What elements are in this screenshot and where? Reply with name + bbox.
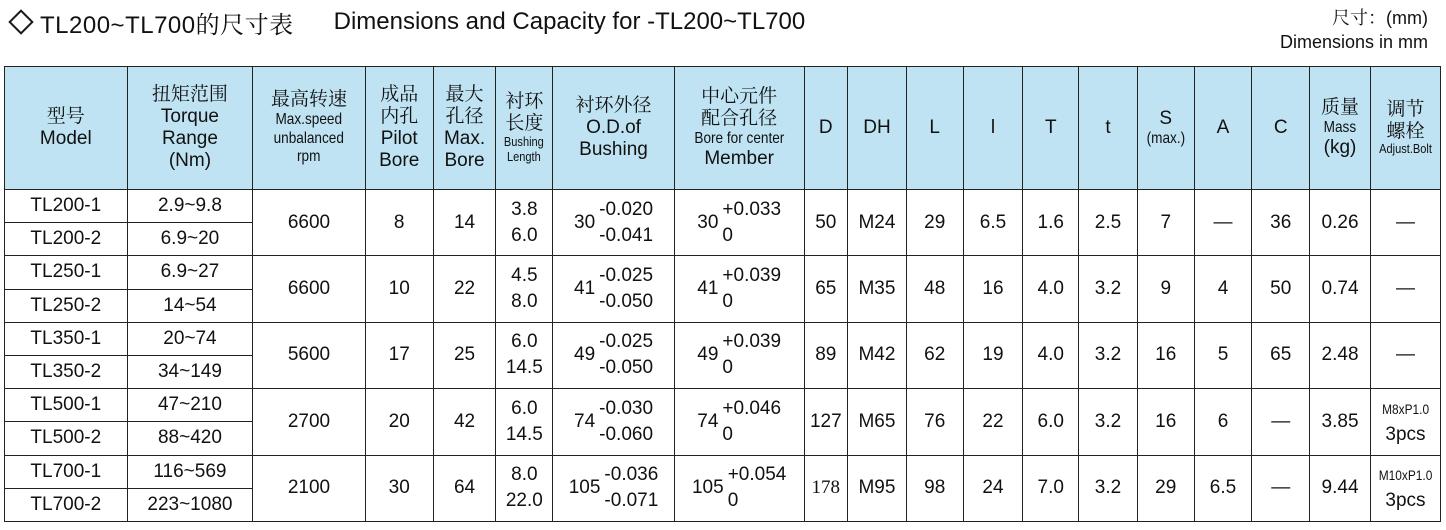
- bushing-length-values: [496, 462, 552, 514]
- od-bushing-cell: [553, 256, 675, 322]
- torque-cell: 6.9~20: [127, 223, 253, 256]
- header-mass: 质量 Mass (kg): [1310, 67, 1371, 190]
- speed-cell: 2100: [253, 455, 365, 522]
- header-pilot-bore: 成品 内孔 Pilot Bore: [365, 67, 433, 190]
- center-bore-cell-tolerance: [722, 263, 781, 315]
- header-S: S (max.): [1137, 67, 1194, 190]
- pilot-bore-cell: 17: [365, 322, 433, 388]
- torque-cell: 2.9~9.8: [127, 190, 253, 223]
- D-cell: 127: [804, 389, 848, 455]
- model-cell: TL200-2: [5, 223, 128, 256]
- od-bushing-cell-value: [574, 197, 653, 249]
- adjust-bolt-line: M10xP1.0: [1378, 467, 1433, 484]
- center-bore-cell-tolerance: [722, 329, 781, 381]
- adjust-bolt-cell: [1370, 190, 1440, 256]
- center-bore-cell-value: [697, 197, 781, 249]
- DH-cell: M65: [848, 389, 907, 455]
- od-bushing-cell-lower: -0.050: [599, 357, 654, 379]
- bushing-length-2: 14.5: [505, 357, 543, 379]
- model-cell: TL350-1: [5, 322, 128, 355]
- adjust-bolt-values: [1371, 276, 1440, 302]
- od-bushing-cell-base: 74: [574, 410, 596, 432]
- od-bushing-cell-base: 49: [574, 344, 596, 366]
- speed-cell: 6600: [253, 256, 365, 322]
- center-bore-cell-lower: 0: [722, 357, 733, 379]
- bushing-length-values: [496, 329, 552, 381]
- torque-cell: 20~74: [127, 322, 253, 355]
- center-bore-cell-lower: 0: [722, 291, 733, 313]
- od-bushing-cell-tolerance: [599, 263, 653, 315]
- A-cell: 5: [1194, 322, 1252, 388]
- od-bushing-cell-lower: -0.050: [599, 291, 654, 313]
- t-cell: 2.5: [1079, 190, 1138, 256]
- center-bore-cell: [674, 322, 804, 388]
- center-bore-cell: [674, 190, 804, 256]
- pilot-bore-cell: 10: [365, 256, 433, 322]
- header-T: T: [1023, 67, 1079, 190]
- t-cell: 3.2: [1079, 389, 1138, 455]
- bushing-length-1: 6.0: [511, 331, 538, 353]
- pilot-bore-cell: 30: [365, 455, 433, 522]
- od-bushing-cell-tolerance: [599, 329, 653, 381]
- A-cell: 6: [1194, 389, 1252, 455]
- l-cell: 6.5: [963, 190, 1023, 256]
- center-bore-cell-value: [697, 329, 781, 381]
- center-bore-cell-tolerance: [722, 396, 781, 448]
- D-cell: 178: [804, 455, 848, 522]
- A-cell: 4: [1194, 256, 1252, 322]
- center-bore-cell: [674, 256, 804, 322]
- C-cell: 65: [1252, 322, 1310, 388]
- center-bore-cell-lower: 0: [722, 224, 733, 246]
- bushing-length-values: [496, 197, 552, 249]
- header-model: 型号 Model: [5, 67, 128, 190]
- bushing-length-1: 3.8: [511, 198, 538, 220]
- adjust-bolt-cell: [1370, 389, 1440, 455]
- bushing-length-cell: [496, 389, 553, 455]
- center-bore-cell-base: 41: [697, 278, 719, 300]
- l-cell: 16: [963, 256, 1023, 322]
- header-D: D: [804, 67, 848, 190]
- od-bushing-cell-upper: -0.025: [599, 331, 654, 353]
- L-cell: 76: [906, 389, 963, 455]
- adjust-bolt-values: [1371, 396, 1440, 448]
- units-english: Dimensions in mm: [1279, 32, 1428, 52]
- center-bore-cell: [674, 389, 804, 455]
- l-cell: 22: [963, 389, 1023, 455]
- torque-cell: 116~569: [127, 455, 253, 488]
- adjust-bolt-cell: [1370, 322, 1440, 388]
- C-cell: 36: [1252, 190, 1310, 256]
- adjust-bolt-values: [1371, 342, 1440, 368]
- od-bushing-cell: [553, 190, 675, 256]
- L-cell: 98: [906, 455, 963, 522]
- diamond-icon: [8, 9, 33, 34]
- t-cell: 3.2: [1079, 322, 1138, 388]
- od-bushing-cell: [553, 455, 675, 522]
- od-bushing-cell-upper: -0.020: [599, 198, 654, 220]
- center-bore-cell-base: 74: [697, 410, 719, 432]
- bushing-length-2: 6.0: [511, 224, 538, 246]
- center-bore-cell-value: [697, 263, 781, 315]
- l-cell: 24: [963, 455, 1023, 522]
- center-bore-cell-base: 105: [691, 477, 724, 499]
- mass-cell: 2.48: [1310, 322, 1371, 388]
- header-torque: 扭矩范围 Torque Range (Nm): [127, 67, 253, 190]
- DH-cell: M95: [848, 455, 907, 522]
- model-cell: TL200-1: [5, 190, 128, 223]
- od-bushing-cell-base: 30: [574, 211, 596, 233]
- header-center-bore: 中心元件 配合孔径 Bore for center Member: [674, 67, 804, 190]
- center-bore-cell-upper: +0.039: [722, 265, 782, 287]
- T-cell: 7.0: [1023, 455, 1079, 522]
- center-bore-cell-base: 49: [697, 344, 719, 366]
- od-bushing-cell-tolerance: [599, 396, 653, 448]
- max-bore-cell: 14: [433, 190, 496, 256]
- bushing-length-2: 22.0: [505, 490, 543, 512]
- header-A: A: [1194, 67, 1252, 190]
- S-cell: 16: [1137, 322, 1194, 388]
- header-speed: 最高转速 Max.speed unbalanced rpm: [253, 67, 365, 190]
- S-cell: 9: [1137, 256, 1194, 322]
- mass-cell: 0.74: [1310, 256, 1371, 322]
- mass-cell: 9.44: [1310, 455, 1371, 522]
- od-bushing-cell: [553, 322, 675, 388]
- bushing-length-cell: [496, 190, 553, 256]
- t-cell: 3.2: [1079, 455, 1138, 522]
- max-bore-cell: 22: [433, 256, 496, 322]
- T-cell: 4.0: [1023, 256, 1079, 322]
- od-bushing-cell-value: [574, 329, 653, 381]
- od-bushing-cell-tolerance: [599, 197, 653, 249]
- header-DH: DH: [848, 67, 907, 190]
- adjust-bolt-cell: [1370, 455, 1440, 522]
- S-cell: 7: [1137, 190, 1194, 256]
- L-cell: 29: [906, 190, 963, 256]
- max-bore-cell: 42: [433, 389, 496, 455]
- header-row: [5, 67, 1441, 190]
- adjust-bolt-cell: [1370, 256, 1440, 322]
- od-bushing-cell-upper: -0.036: [604, 464, 659, 486]
- model-cell: TL500-2: [5, 422, 128, 455]
- max-bore-cell: 64: [433, 455, 496, 522]
- pilot-bore-cell: 20: [365, 389, 433, 455]
- od-bushing-cell-value: [574, 263, 653, 315]
- center-bore-cell-upper: +0.033: [722, 198, 782, 220]
- model-cell: TL700-1: [5, 455, 128, 488]
- adjust-bolt-line: M8xP1.0: [1381, 400, 1429, 417]
- dimensions-table: [4, 66, 1441, 522]
- units-chinese: 尺寸：(mm): [1332, 8, 1428, 28]
- L-cell: 48: [906, 256, 963, 322]
- C-cell: —: [1252, 389, 1310, 455]
- adjust-bolt-line: 3pcs: [1385, 490, 1426, 512]
- bushing-length-1: 4.5: [511, 265, 538, 287]
- center-bore-cell-upper: +0.039: [722, 331, 782, 353]
- adjust-bolt-line: —: [1395, 211, 1415, 233]
- bushing-length-values: [496, 263, 552, 315]
- table-row: [5, 256, 1441, 289]
- center-bore-cell-upper: +0.054: [727, 464, 787, 486]
- adjust-bolt-values: [1371, 210, 1440, 236]
- model-cell: TL350-2: [5, 355, 128, 388]
- bushing-length-values: [496, 396, 552, 448]
- center-bore-cell-base: 30: [697, 211, 719, 233]
- t-cell: 3.2: [1079, 256, 1138, 322]
- header-t: t: [1079, 67, 1138, 190]
- header-adjust-bolt: 调节 螺栓 Adjust.Bolt: [1370, 67, 1440, 190]
- A-cell: —: [1194, 190, 1252, 256]
- DH-cell: M24: [848, 190, 907, 256]
- torque-cell: 47~210: [127, 389, 253, 422]
- torque-cell: 223~1080: [127, 488, 253, 521]
- od-bushing-cell-lower: -0.060: [599, 423, 654, 445]
- model-cell: TL250-2: [5, 289, 128, 322]
- mass-cell: 0.26: [1310, 190, 1371, 256]
- od-bushing-cell-upper: -0.025: [599, 265, 654, 287]
- center-bore-cell-lower: 0: [727, 490, 739, 512]
- table-body: [5, 190, 1441, 522]
- table-row: [5, 322, 1441, 355]
- S-cell: 29: [1137, 455, 1194, 522]
- od-bushing-cell: [553, 389, 675, 455]
- speed-cell: 2700: [253, 389, 365, 455]
- adjust-bolt-values: [1371, 462, 1440, 514]
- torque-cell: 88~420: [127, 422, 253, 455]
- title-bar: [6, 4, 805, 40]
- od-bushing-cell-value: [574, 396, 653, 448]
- od-bushing-cell-base: 105: [568, 477, 601, 499]
- model-cell: TL700-2: [5, 488, 128, 521]
- bushing-length-1: 8.0: [511, 464, 538, 486]
- A-cell: 6.5: [1194, 455, 1252, 522]
- table-row: [5, 190, 1441, 223]
- bushing-length-cell: [496, 455, 553, 522]
- header-L: L: [906, 67, 963, 190]
- bushing-length-2: 14.5: [505, 423, 543, 445]
- center-bore-cell-upper: +0.046: [722, 397, 782, 419]
- title-chinese: TL200~TL700的尺寸表: [40, 11, 294, 39]
- l-cell: 19: [963, 322, 1023, 388]
- od-bushing-cell-base: 41: [574, 278, 596, 300]
- T-cell: 1.6: [1023, 190, 1079, 256]
- T-cell: 6.0: [1023, 389, 1079, 455]
- center-bore-cell-lower: 0: [722, 423, 733, 445]
- DH-cell: M35: [848, 256, 907, 322]
- center-bore-cell-tolerance: [728, 462, 787, 514]
- speed-cell: 6600: [253, 190, 365, 256]
- max-bore-cell: 25: [433, 322, 496, 388]
- speed-cell: 5600: [253, 322, 365, 388]
- units-note: [1280, 6, 1428, 54]
- title-english: Dimensions and Capacity for -TL200~TL700: [333, 8, 806, 35]
- od-bushing-cell-lower: -0.071: [604, 490, 659, 512]
- center-bore-cell-tolerance: [722, 197, 781, 249]
- table-row: [5, 455, 1441, 488]
- D-cell: 65: [804, 256, 848, 322]
- od-bushing-cell-lower: -0.041: [599, 224, 654, 246]
- od-bushing-cell-value: [569, 462, 659, 514]
- adjust-bolt-line: —: [1395, 278, 1415, 300]
- torque-cell: 34~149: [127, 355, 253, 388]
- header-C: C: [1252, 67, 1310, 190]
- table-row: [5, 389, 1441, 422]
- mass-cell: 3.85: [1310, 389, 1371, 455]
- center-bore-cell-value: [692, 462, 786, 514]
- model-cell: TL500-1: [5, 389, 128, 422]
- bushing-length-1: 6.0: [511, 397, 538, 419]
- od-bushing-cell-upper: -0.030: [599, 397, 654, 419]
- model-cell: TL250-1: [5, 256, 128, 289]
- C-cell: —: [1252, 455, 1310, 522]
- S-cell: 16: [1137, 389, 1194, 455]
- od-bushing-cell-tolerance: [604, 462, 658, 514]
- D-cell: 89: [804, 322, 848, 388]
- bushing-length-cell: [496, 322, 553, 388]
- torque-cell: 6.9~27: [127, 256, 253, 289]
- bushing-length-cell: [496, 256, 553, 322]
- adjust-bolt-line: 3pcs: [1385, 423, 1426, 445]
- DH-cell: M42: [848, 322, 907, 388]
- adjust-bolt-line: —: [1395, 344, 1415, 366]
- center-bore-cell: [674, 455, 804, 522]
- header-l: l: [963, 67, 1023, 190]
- header-bushing-length: 衬环 长度 Bushing Length: [496, 67, 553, 190]
- T-cell: 4.0: [1023, 322, 1079, 388]
- torque-cell: 14~54: [127, 289, 253, 322]
- L-cell: 62: [906, 322, 963, 388]
- C-cell: 50: [1252, 256, 1310, 322]
- bushing-length-2: 8.0: [511, 291, 538, 313]
- D-cell: 50: [804, 190, 848, 256]
- header-od-bushing: 衬环外径 O.D.of Bushing: [553, 67, 675, 190]
- header-max-bore: 最大 孔径 Max. Bore: [433, 67, 496, 190]
- pilot-bore-cell: 8: [365, 190, 433, 256]
- center-bore-cell-value: [697, 396, 781, 448]
